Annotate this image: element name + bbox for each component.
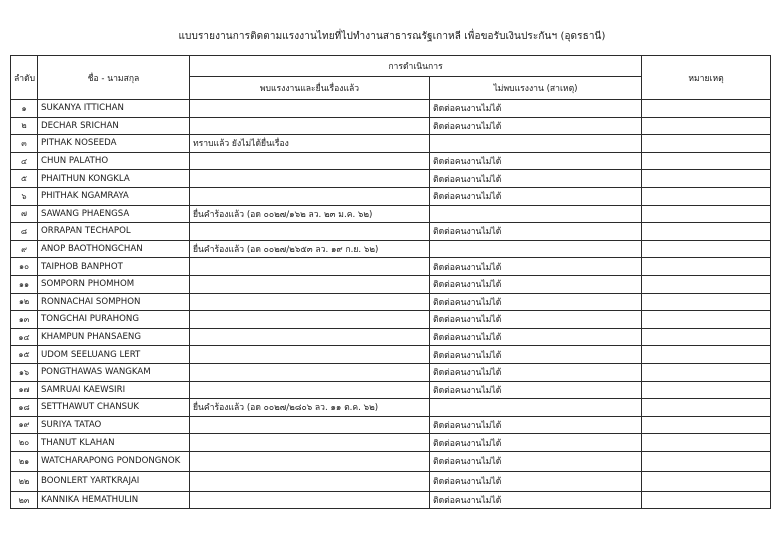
not-found-reason: ติดต่อคนงานไม่ได้ xyxy=(430,346,642,364)
row-number: ๑๔ xyxy=(11,328,38,346)
worker-name: SAWANG PHAENGSA xyxy=(38,205,190,223)
worker-name: THANUT KLAHAN xyxy=(38,434,190,452)
remark xyxy=(642,275,771,293)
not-found-reason xyxy=(430,399,642,417)
not-found-reason: ติดต่อคนงานไม่ได้ xyxy=(430,293,642,311)
found-status xyxy=(190,434,430,452)
worker-name: SUKANYA ITTICHAN xyxy=(38,100,190,118)
table-row xyxy=(11,328,771,346)
not-found-reason xyxy=(430,205,642,223)
found-status: ยื่นคำร้องแล้ว (อด ๐๐๒๗/๒๖๕๓ ลว. ๑๙ ก.ย. ๖๒) xyxy=(190,240,430,258)
row-number: ๒๑ xyxy=(11,451,38,471)
row-number: ๑๓ xyxy=(11,311,38,329)
remark xyxy=(642,416,771,434)
row-number: ๑๘ xyxy=(11,399,38,417)
remark xyxy=(642,346,771,364)
worker-name: SURIYA TATAO xyxy=(38,416,190,434)
remark xyxy=(642,311,771,329)
remark xyxy=(642,399,771,417)
table-row xyxy=(11,416,771,434)
worker-name: SAMRUAI KAEWSIRI xyxy=(38,381,190,399)
table-row xyxy=(11,275,771,293)
table-row xyxy=(11,311,771,329)
worker-name: PHAITHUN KONGKLA xyxy=(38,170,190,188)
table-row xyxy=(11,471,771,491)
table-row xyxy=(11,363,771,381)
worker-name: ORRAPAN TECHAPOL xyxy=(38,223,190,241)
not-found-reason: ติดต่อคนงานไม่ได้ xyxy=(430,363,642,381)
remark xyxy=(642,152,771,170)
table-row xyxy=(11,117,771,135)
table-row xyxy=(11,491,771,509)
found-status xyxy=(190,451,430,471)
worker-name: TAIPHOB BANPHOT xyxy=(38,258,190,276)
not-found-reason: ติดต่อคนงานไม่ได้ xyxy=(430,451,642,471)
not-found-reason: ติดต่อคนงานไม่ได้ xyxy=(430,187,642,205)
remark xyxy=(642,205,771,223)
row-number: ๒๒ xyxy=(11,471,38,491)
not-found-reason xyxy=(430,240,642,258)
found-status xyxy=(190,117,430,135)
found-status: ยื่นคำร้องแล้ว (อด ๐๐๒๗/๑๖๒ ลว. ๒๓ ม.ค. ๖๒) xyxy=(190,205,430,223)
not-found-reason: ติดต่อคนงานไม่ได้ xyxy=(430,471,642,491)
worker-name: KHAMPUN PHANSAENG xyxy=(38,328,190,346)
worker-name: SOMPORN PHOMHOM xyxy=(38,275,190,293)
table-row xyxy=(11,100,771,118)
row-number: ๑๙ xyxy=(11,416,38,434)
row-number: ๒ xyxy=(11,117,38,135)
table-row xyxy=(11,152,771,170)
table-row xyxy=(11,434,771,452)
row-number: ๗ xyxy=(11,205,38,223)
not-found-reason: ติดต่อคนงานไม่ได้ xyxy=(430,100,642,118)
header-name: ชื่อ - นามสกุล xyxy=(38,56,190,100)
remark xyxy=(642,258,771,276)
report-table xyxy=(10,55,771,509)
not-found-reason: ติดต่อคนงานไม่ได้ xyxy=(430,328,642,346)
row-number: ๓ xyxy=(11,135,38,153)
remark xyxy=(642,240,771,258)
worker-name: PITHAK NOSEEDA xyxy=(38,135,190,153)
remark xyxy=(642,100,771,118)
remark xyxy=(642,170,771,188)
found-status xyxy=(190,293,430,311)
remark xyxy=(642,381,771,399)
worker-name: DECHAR SRICHAN xyxy=(38,117,190,135)
row-number: ๒๓ xyxy=(11,491,38,509)
remark xyxy=(642,187,771,205)
remark xyxy=(642,223,771,241)
not-found-reason: ติดต่อคนงานไม่ได้ xyxy=(430,170,642,188)
found-status: ยื่นคำร้องแล้ว (อด ๐๐๒๗/๒๘๐๖ ลว. ๑๑ ต.ค. ๖๒) xyxy=(190,399,430,417)
table-row xyxy=(11,451,771,471)
found-status xyxy=(190,223,430,241)
header-no: ลำดับ xyxy=(11,56,38,100)
worker-name: UDOM SEELUANG LERT xyxy=(38,346,190,364)
remark xyxy=(642,451,771,471)
worker-name: TONGCHAI PURAHONG xyxy=(38,311,190,329)
not-found-reason xyxy=(430,135,642,153)
row-number: ๘ xyxy=(11,223,38,241)
row-number: ๑๕ xyxy=(11,346,38,364)
found-status xyxy=(190,100,430,118)
row-number: ๒๐ xyxy=(11,434,38,452)
worker-name: ANOP BAOTHONGCHAN xyxy=(38,240,190,258)
table-row xyxy=(11,258,771,276)
remark xyxy=(642,293,771,311)
table-row xyxy=(11,399,771,417)
found-status xyxy=(190,187,430,205)
found-status xyxy=(190,416,430,434)
header-not-found: ไม่พบแรงงาน (สาเหตุ) xyxy=(430,77,642,100)
remark xyxy=(642,491,771,509)
worker-name: BOONLERT YARTKRAJAI xyxy=(38,471,190,491)
found-status xyxy=(190,346,430,364)
not-found-reason: ติดต่อคนงานไม่ได้ xyxy=(430,258,642,276)
worker-name: PHITHAK NGAMRAYA xyxy=(38,187,190,205)
remark xyxy=(642,434,771,452)
worker-name: SETTHAWUT CHANSUK xyxy=(38,399,190,417)
table-row xyxy=(11,381,771,399)
not-found-reason: ติดต่อคนงานไม่ได้ xyxy=(430,381,642,399)
row-number: ๑ xyxy=(11,100,38,118)
row-number: ๖ xyxy=(11,187,38,205)
not-found-reason: ติดต่อคนงานไม่ได้ xyxy=(430,491,642,509)
table-row xyxy=(11,135,771,153)
table-row xyxy=(11,223,771,241)
remark xyxy=(642,363,771,381)
found-status xyxy=(190,152,430,170)
table-row xyxy=(11,170,771,188)
row-number: ๙ xyxy=(11,240,38,258)
remark xyxy=(642,135,771,153)
not-found-reason: ติดต่อคนงานไม่ได้ xyxy=(430,416,642,434)
worker-name: RONNACHAI SOMPHON xyxy=(38,293,190,311)
worker-name: CHUN PALATHO xyxy=(38,152,190,170)
report-title: แบบรายงานการติดตามแรงงานไทยที่ไปทำงานสาธารณรัฐเกาหลี เพื่อขอรับเงินประกันฯ (อุดรธานี) xyxy=(178,31,606,42)
worker-name: KANNIKA HEMATHULIN xyxy=(38,491,190,509)
remark xyxy=(642,328,771,346)
header-action: การดำเนินการ xyxy=(190,56,642,77)
header-remark: หมายเหตุ xyxy=(642,56,771,100)
worker-name: WATCHARAPONG PONDONGNOK xyxy=(38,451,190,471)
found-status xyxy=(190,311,430,329)
row-number: ๑๒ xyxy=(11,293,38,311)
row-number: ๑๐ xyxy=(11,258,38,276)
row-number: ๕ xyxy=(11,170,38,188)
row-number: ๔ xyxy=(11,152,38,170)
table-row xyxy=(11,346,771,364)
found-status xyxy=(190,491,430,509)
row-number: ๑๖ xyxy=(11,363,38,381)
row-number: ๑๑ xyxy=(11,275,38,293)
table-row xyxy=(11,240,771,258)
found-status xyxy=(190,328,430,346)
found-status xyxy=(190,471,430,491)
table-row xyxy=(11,205,771,223)
not-found-reason: ติดต่อคนงานไม่ได้ xyxy=(430,117,642,135)
not-found-reason: ติดต่อคนงานไม่ได้ xyxy=(430,434,642,452)
table-row xyxy=(11,293,771,311)
not-found-reason: ติดต่อคนงานไม่ได้ xyxy=(430,152,642,170)
found-status xyxy=(190,275,430,293)
table-row xyxy=(11,187,771,205)
found-status xyxy=(190,170,430,188)
remark xyxy=(642,471,771,491)
found-status xyxy=(190,363,430,381)
worker-name: PONGTHAWAS WANGKAM xyxy=(38,363,190,381)
header-found: พบแรงงานและยื่นเรื่องแล้ว xyxy=(190,77,430,100)
not-found-reason: ติดต่อคนงานไม่ได้ xyxy=(430,223,642,241)
not-found-reason: ติดต่อคนงานไม่ได้ xyxy=(430,311,642,329)
row-number: ๑๗ xyxy=(11,381,38,399)
found-status xyxy=(190,258,430,276)
found-status: ทราบแล้ว ยังไม่ได้ยื่นเรื่อง xyxy=(190,135,430,153)
remark xyxy=(642,117,771,135)
found-status xyxy=(190,381,430,399)
not-found-reason: ติดต่อคนงานไม่ได้ xyxy=(430,275,642,293)
